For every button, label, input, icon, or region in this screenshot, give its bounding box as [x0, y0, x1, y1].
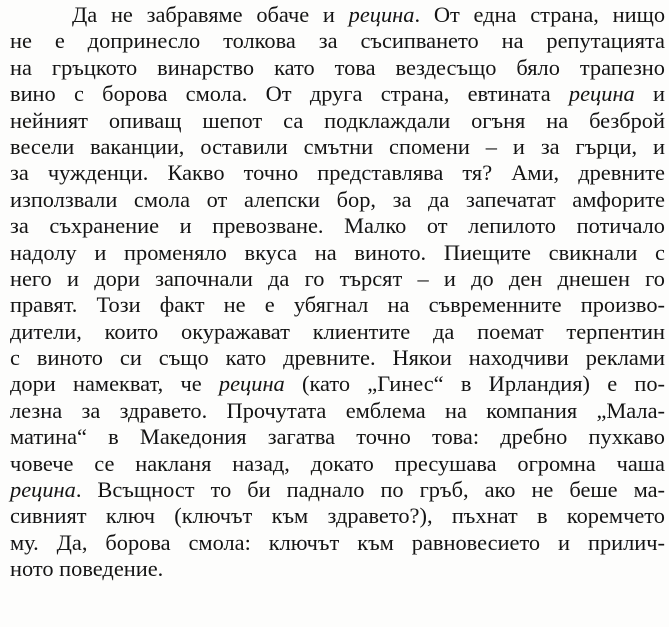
text-line — [10, 503, 665, 529]
text-segment: му. Да, борова смола: ключът към равновесието и прилич- — [10, 529, 665, 555]
text-line — [10, 345, 665, 371]
paragraph — [10, 2, 665, 583]
text-line — [10, 319, 665, 345]
italic-term: рецина — [10, 477, 76, 503]
italic-term: рецина — [218, 371, 285, 397]
text-segment: ното поведение. — [10, 556, 164, 582]
text-line — [10, 477, 665, 503]
text-line — [10, 2, 665, 28]
text-segment: весели ваканции, оставили смътни спомени – и за гърци, и — [10, 133, 665, 159]
text-segment: Да не забравяме обаче и — [72, 2, 349, 27]
text-segment: вино с борова смола. От друга страна, евтината — [10, 81, 569, 107]
text-segment: (като „Гинес“ в Ирландия) е по- — [284, 371, 666, 397]
text-segment: човече се накланя назад, докато пресушава огромна чаша — [10, 450, 665, 476]
text-segment: . Всъщност то би паднало по гръб, ако не беше ма- — [75, 477, 665, 503]
text-line — [10, 160, 665, 186]
text-line — [10, 81, 665, 107]
text-line — [10, 292, 665, 318]
text-segment: и — [634, 81, 665, 107]
italic-term: рецина — [348, 2, 415, 27]
text-segment: не е допринесло толкова за съсипването на репутацията — [10, 28, 665, 54]
text-line — [10, 240, 665, 266]
text-line — [10, 213, 665, 239]
text-segment: дори намекват, че — [10, 371, 219, 397]
text-line — [10, 28, 665, 54]
text-segment: сивният ключ (ключът към здравето?), пъхнат в коремчето — [10, 503, 665, 529]
text-segment: на гръцкото винарство като това вездесъщо бяло трапезно — [10, 54, 665, 80]
text-segment: него и дори започнали да го търсят – и до ден днешен го — [10, 265, 665, 291]
text-segment: за чужденци. Какво точно представлява тя? Ами, древните — [10, 160, 665, 186]
text-segment: използвали смола от алепски бор, за да запечатат амфорите — [10, 186, 665, 212]
text-segment: матина“ в Македония загатва точно това: дребно пухкаво — [10, 424, 665, 450]
italic-term: рецина — [568, 81, 635, 107]
text-line — [10, 398, 665, 424]
text-segment: дители, които окуражават клиентите да поемат терпентин — [10, 318, 665, 344]
text-line — [10, 55, 665, 81]
text-line — [10, 451, 665, 477]
text-segment: надолу и променяло вкуса на виното. Пиещите свикнали с — [10, 239, 665, 265]
text-line — [10, 108, 665, 134]
text-line — [10, 187, 665, 213]
text-segment: нейният опиващ шепот са подклаждали огъня на безброй — [10, 107, 665, 133]
text-segment: правят. Този факт не е убягнал на съвременните произво- — [10, 292, 665, 318]
text-line — [10, 424, 665, 450]
text-line — [10, 266, 665, 292]
text-line — [10, 556, 665, 582]
text-segment: лезна за здравето. Прочутата емблема на компания „Мала- — [10, 397, 665, 423]
text-segment: . От една страна, нищо — [414, 2, 666, 27]
text-line — [10, 134, 665, 160]
text-line — [10, 530, 665, 556]
text-segment: с виното си също като древните. Някои находчиви реклами — [10, 345, 665, 371]
text-segment: за съхранение и превозване. Малко от лепилото потичало — [10, 213, 665, 239]
text-line — [10, 371, 665, 397]
